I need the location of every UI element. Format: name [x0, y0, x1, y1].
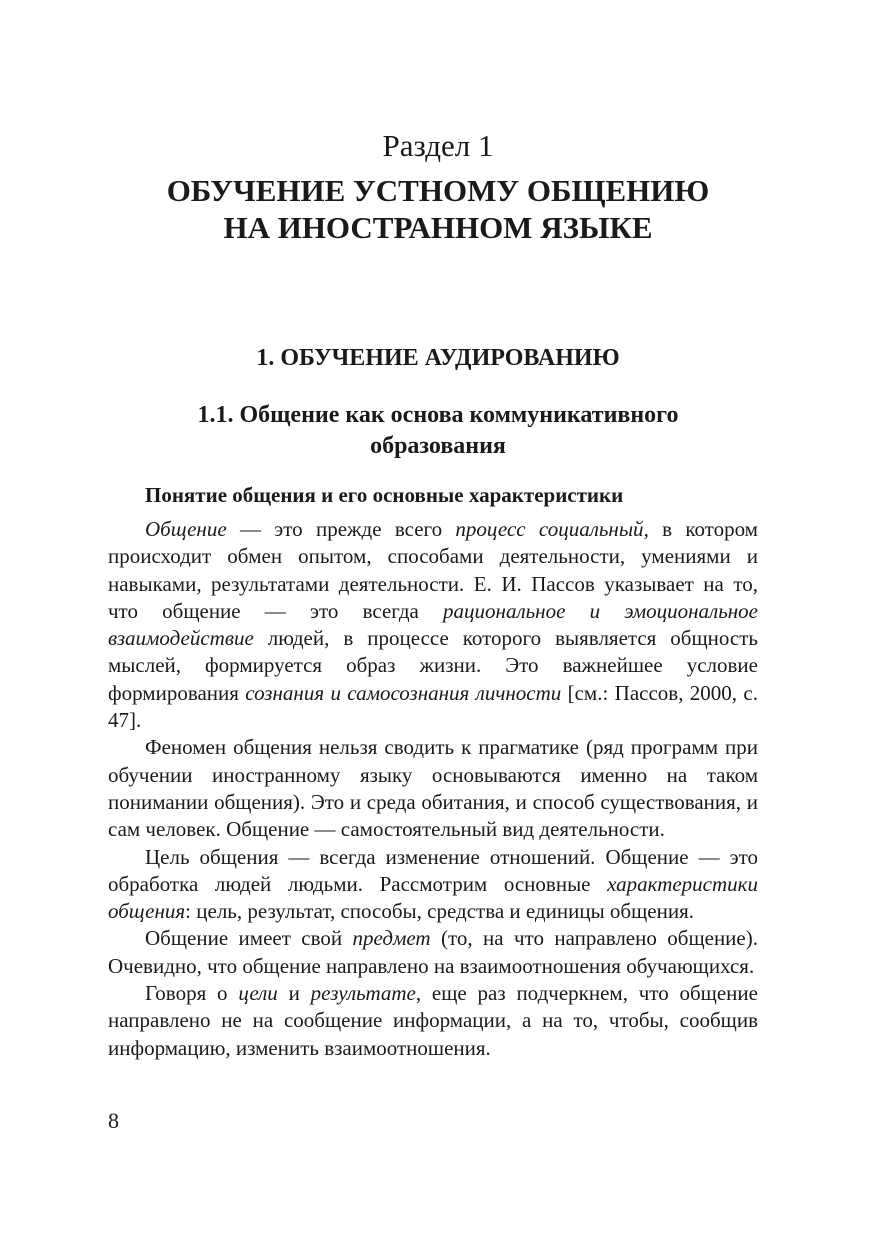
text-run: [см.: Пассов, 2000, с. 47]. — [108, 680, 758, 733]
text-run: Цель общения — всегда изменение отношений. Общение — это обработка людей людьми. Рассмотрим основные — [108, 844, 758, 896]
part-title-line: НА ИНОСТРАННОМ ЯЗЫКЕ — [223, 210, 653, 245]
emphasis: рациональное и эмоциональное взаимодействие — [108, 598, 758, 651]
text-run: людей, в процессе которого выявляется общность мыслей, формируется образ жизни. Это важнейшее условие формирования — [108, 626, 758, 705]
part-label: Раздел 1 — [382, 128, 494, 163]
emphasis: Общение — [145, 517, 227, 541]
text-run: и — [277, 981, 311, 1006]
emphasis: цели — [238, 981, 278, 1006]
emphasis: результате — [310, 981, 416, 1006]
paragraph — [108, 980, 758, 1062]
emphasis: сознания и самосознания личности — [245, 680, 562, 705]
text-run: Феномен общения нельзя сводить к прагматике (ряд программ при обучении иностранному языку основываются именно на таком понимании общения). Это и среда обитания, и способ существования, и сам человек. Общение — самостоятельный вид деятельности. — [108, 735, 758, 842]
text-run: Общение имеет свой — [145, 926, 353, 951]
subsection-title: Понятие общения и его основные характеристики — [145, 483, 624, 507]
emphasis: процесс социальный — [455, 517, 644, 541]
text-run: , еще раз подчеркнем, что общение направлено не на сообщение информации, а на то, чтобы, сообщив информацию, изменить взаимоотношения. — [108, 981, 758, 1060]
paragraph — [108, 925, 758, 980]
part-title-line: ОБУЧЕНИЕ УСТНОМУ ОБЩЕНИЮ — [166, 173, 710, 208]
page-number: 8 — [108, 1108, 119, 1133]
chapter-title: 1. ОБУЧЕНИЕ АУДИРОВАНИЮ — [256, 345, 620, 371]
emphasis: характеристики общения — [108, 871, 758, 924]
paragraph — [108, 734, 758, 843]
part-title — [60, 172, 816, 246]
paragraph — [108, 516, 758, 734]
text-run: Говоря о — [145, 981, 239, 1006]
text-run: — это прежде всего — [226, 517, 456, 541]
section-title-line: образования — [370, 433, 506, 459]
body-text — [108, 516, 758, 1062]
emphasis: предмет — [352, 926, 431, 951]
text-run: , в котором происходит обмен опытом, способами деятельности, умениями и навыками, результатами деятельности. Е. И. Пассов указывает на то, что общение — это всегда — [108, 517, 758, 623]
section-title-line: 1.1. Общение как основа коммуникативного — [197, 402, 679, 428]
text-run: (то, на что направлено общение). Очевидно, что общение направлено на взаимоотношения обучающихся. — [108, 926, 758, 978]
paragraph — [108, 844, 758, 926]
text-run: : цель, результат, способы, средства и единицы общения. — [185, 899, 694, 924]
section-title — [100, 400, 776, 462]
